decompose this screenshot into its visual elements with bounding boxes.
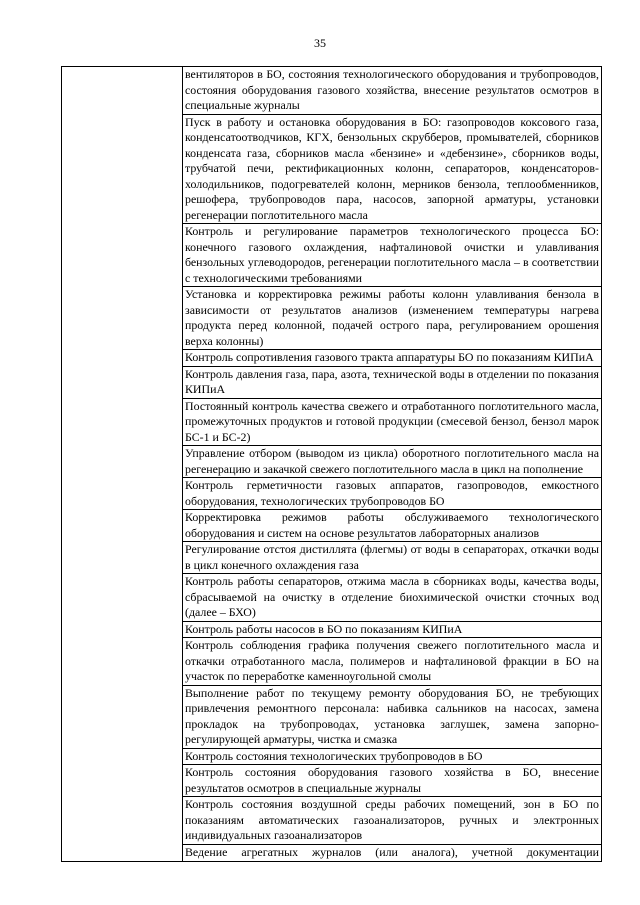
cell-text: Контроль герметичности газовых аппаратов, газопроводов, емкостного оборудования, технологических трубопроводов БО [185, 478, 599, 508]
table-cell [183, 398, 602, 446]
cell-text: Контроль соблюдения графика получения свежего поглотительного масла и откачки отработанного масла, полимеров и нафталиновой фракции в БО на участок по переработке каменноугольной смолы [185, 638, 599, 683]
cell-text: Контроль работы насосов в БО по показаниям КИПиА [185, 621, 463, 636]
table-cell [183, 638, 602, 686]
table-cell [183, 366, 602, 398]
cell-text: Контроль работы сепараторов, отжима масла в сборниках воды, качества воды, сбрасываемой на очистку в отделение биохимической очистки сточных вод (далее – БХО) [185, 574, 599, 619]
table-cell [183, 574, 602, 622]
table-row [62, 67, 602, 115]
cell-text: Пуск в работу и остановка оборудования в БО: газопроводов коксового газа, конденсатоотводчиков, КГХ, бензольных скрубберов, промывателей, сборников конденсата газа, сборников масла «бензине» и «дебензине», сборников воды, трубчатой печи, ректификационных колонн, сепараторов, конденсаторов-холодильников, подогревателей колонн, мерников бензола, теплообменников, решофера, трубопроводов пара, насосов, запорной арматуры, установки регенерации поглотительного масла [185, 114, 599, 222]
table-cell [183, 748, 602, 765]
cell-text: Контроль сопротивления газового тракта аппаратуры БО по показаниям КИПиА [185, 350, 594, 364]
table-cell [183, 287, 602, 350]
table-cell [183, 844, 602, 861]
cell-text: Управление отбором (выводом из цикла) оборотного поглотительного масла на регенерацию и закачкой свежего поглотительного масла в цикл на пополнение [185, 446, 599, 476]
cell-text: Контроль состояния оборудования газового хозяйства в БО, внесение результатов осмотров в специальные журналы [185, 765, 599, 795]
table-cell [183, 510, 602, 542]
table-cell [183, 797, 602, 845]
page-number: 35 [314, 36, 326, 50]
cell-text: Корректировка режимов работы обслуживаемого технологического оборудования и систем на основе результатов лабораторных анализов [185, 510, 599, 540]
table-cell [183, 685, 602, 748]
table-cell [183, 621, 602, 638]
table-cell [183, 765, 602, 797]
cell-text: Контроль и регулирование параметров технологического процесса БО: конечного газового охлаждения, нафталиновой очистки и улавливания бензольных углеводородов, регенерации поглотительного масла – в соответствии с технологическими требованиями [185, 224, 599, 285]
table-cell [183, 478, 602, 510]
cell-text: Контроль давления газа, пара, азота, технической воды в отделении по показания КИПиА [185, 366, 599, 396]
table-cell [183, 350, 602, 367]
table-cell [183, 224, 602, 287]
left-column-cell [62, 67, 183, 862]
cell-text: Регулирование отстоя дистиллята (флегмы) от воды в сепараторах, откачки воды в цикл конечного охлаждения газа [185, 542, 599, 572]
table-cell [183, 114, 602, 224]
cell-text: Контроль состояния воздушной среды рабочих помещений, зон в БО по показаниям автоматических газоанализаторов, ручных и электронных индивидуальных газоанализаторов [185, 797, 599, 842]
cell-text: Контроль состояния технологических трубопроводов в БО [185, 748, 483, 763]
cell-text: вентиляторов в БО, состояния технологического оборудования и трубопроводов, состояния оборудования газового хозяйства, внесение результатов осмотров в специальные журналы [185, 67, 599, 112]
table-cell [183, 67, 602, 115]
cell-text: Постоянный контроль качества свежего и отработанного поглотительного масла, промежуточных продуктов и готовой продукции (смесевой бензол, бензол марок БС-1 и БС-2) [185, 398, 599, 444]
cell-text: Ведение агрегатных журналов (или аналога), учетной документации [185, 844, 599, 859]
cell-text: Выполнение работ по текущему ремонту оборудования БО, не требующих привлечения ремонтного персонала: набивка сальников на насосах, замена прокладок на трубопроводах, установка заглушек, замена запорно-регулирующей арматуры, чистка и смазка [185, 685, 599, 746]
labor-functions-table [61, 66, 602, 862]
table-cell [183, 542, 602, 574]
cell-text: Установка и корректировка режимы работы колонн улавливания бензола в зависимости от результатов анализов (изменением температуры нагрева продукта перед колонной, подачей острого пара, регулированием орошения верха колонны) [185, 287, 599, 348]
table-cell [183, 446, 602, 478]
